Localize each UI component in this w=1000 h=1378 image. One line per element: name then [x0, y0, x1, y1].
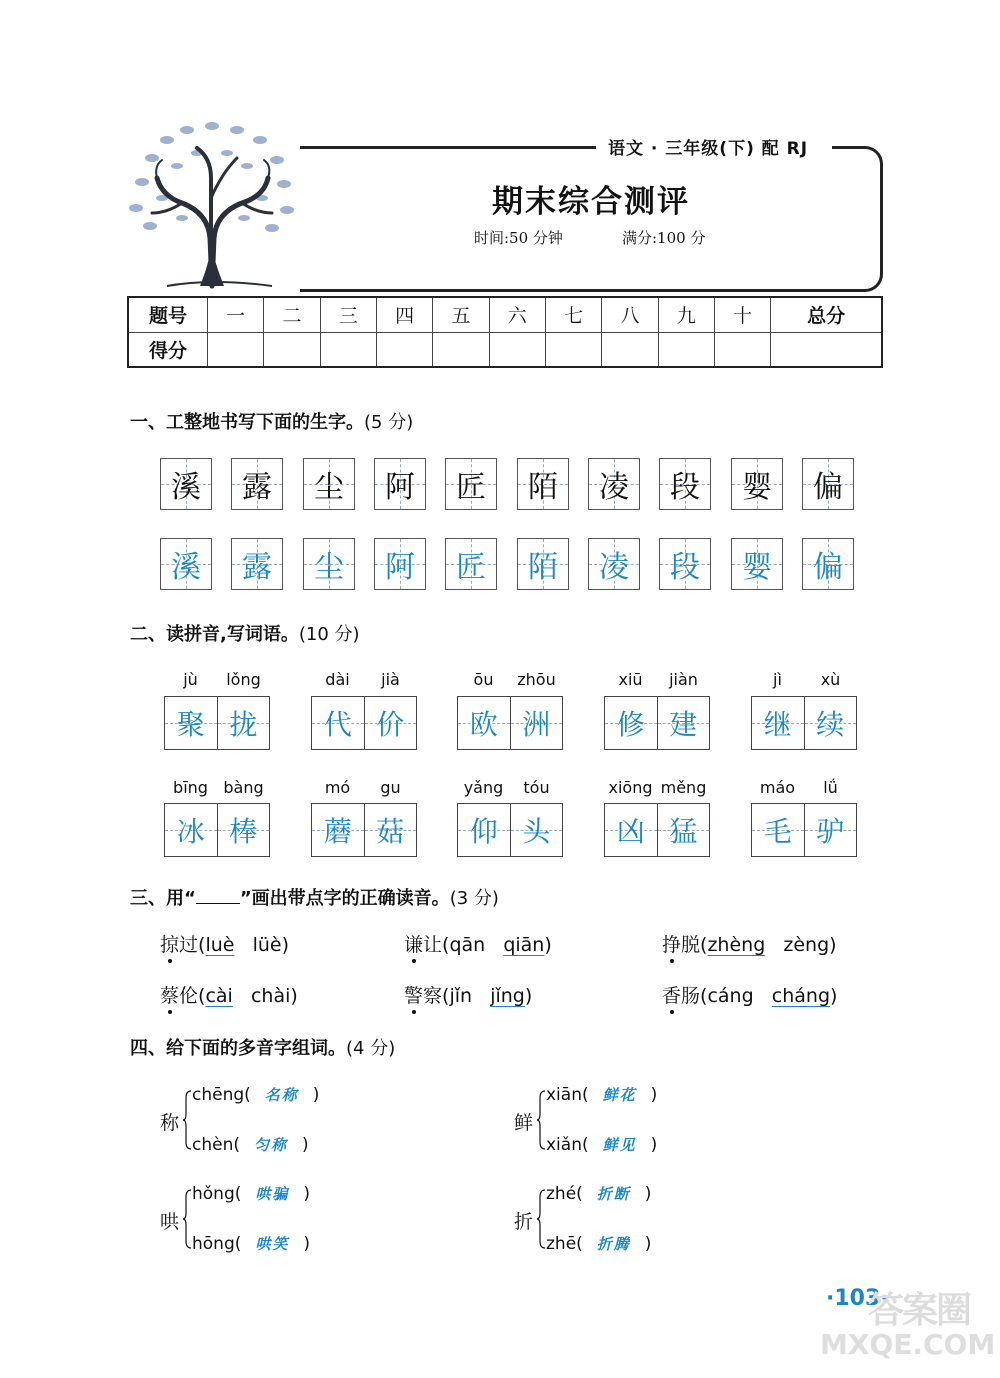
- word-cell: [218, 804, 270, 856]
- paren: ): [281, 934, 290, 956]
- page-title: 期末综合测评: [492, 184, 690, 220]
- total-header: 总分: [771, 297, 882, 332]
- reading-line: [546, 1134, 657, 1155]
- col-header: 二: [264, 297, 320, 332]
- paren: (: [700, 934, 708, 956]
- word-box[interactable]: [311, 696, 417, 750]
- word-box[interactable]: [311, 803, 417, 857]
- paren: (: [700, 985, 708, 1007]
- pinyin: bàng: [223, 778, 264, 797]
- character-box: [374, 458, 426, 510]
- reading: chēng(: [192, 1085, 251, 1105]
- question-number-row: [128, 297, 882, 332]
- paren-close: ): [302, 1135, 309, 1155]
- reading-item: [160, 981, 298, 1008]
- answer-character: 陌: [528, 550, 558, 585]
- answer-character: 欧: [469, 708, 498, 741]
- section4-title: 四、给下面的多音字组词。: [130, 1038, 346, 1059]
- score-row: [128, 332, 882, 367]
- word-cell: [805, 804, 857, 856]
- paren: ): [829, 934, 837, 956]
- reading: hǒng(: [192, 1184, 242, 1204]
- answer-box[interactable]: [160, 538, 212, 590]
- dotted-character: 蔡: [160, 985, 180, 1007]
- answer-box[interactable]: [659, 538, 711, 590]
- brace-icon: [182, 1090, 192, 1150]
- pinyin: gu: [380, 778, 401, 797]
- paren: (: [198, 985, 206, 1007]
- pinyin: lǒng: [226, 670, 261, 689]
- reading-option[interactable]: cháng: [771, 985, 831, 1007]
- dotted-character: 掠: [160, 934, 180, 956]
- word-box[interactable]: [751, 803, 857, 857]
- model-character: 段: [670, 470, 700, 505]
- score-cell[interactable]: [264, 332, 320, 367]
- reading-item: [662, 930, 837, 957]
- reading-line: [192, 1084, 319, 1105]
- pinyin: xiōng: [608, 778, 653, 797]
- section3-title-b: ”画出带点字的正确读音。: [239, 888, 450, 909]
- pinyin: yǎng: [463, 778, 504, 797]
- word-box[interactable]: [164, 803, 270, 857]
- answer-box[interactable]: [731, 538, 783, 590]
- answer-character: 尘: [314, 550, 344, 585]
- subject-label: 语文 · 三年级(下) 配 RJ: [608, 139, 809, 159]
- reading-line: [546, 1183, 651, 1204]
- spacer: [485, 934, 503, 956]
- character-box: [303, 458, 355, 510]
- paren: ): [830, 985, 838, 1007]
- answer-box[interactable]: [303, 538, 355, 590]
- pinyin: jià: [381, 670, 400, 689]
- spacer: [233, 985, 251, 1007]
- score-cell[interactable]: [320, 332, 376, 367]
- answer-character: 继: [763, 708, 792, 741]
- score-cell[interactable]: [658, 332, 714, 367]
- reading-option[interactable]: qiān: [503, 934, 545, 956]
- answer-character: 匠: [456, 550, 486, 585]
- character-box: [445, 458, 497, 510]
- answer-character: 凌: [599, 550, 629, 585]
- col-header: 一: [208, 297, 264, 332]
- answer-character: 偏: [813, 550, 843, 585]
- reading-line: [192, 1233, 310, 1254]
- paren-close: ): [303, 1234, 311, 1254]
- answer-character: 价: [376, 708, 405, 741]
- col-header: 六: [489, 297, 545, 332]
- answer-character: 建: [669, 708, 698, 741]
- score-cell[interactable]: [433, 332, 489, 367]
- character-box: [517, 458, 569, 510]
- pinyin: jì: [773, 670, 782, 689]
- reading-line: [546, 1084, 657, 1105]
- answer-character: 续: [816, 708, 845, 741]
- pinyin: měng: [660, 778, 707, 797]
- model-character: 尘: [314, 470, 344, 505]
- col-header: 四: [376, 297, 432, 332]
- reading-item: [404, 981, 532, 1008]
- answer-character: 代: [323, 708, 352, 741]
- section2-title: 二、读拼音,写词语。: [130, 624, 299, 645]
- paren: (: [442, 934, 450, 956]
- word-box[interactable]: [457, 803, 563, 857]
- score-cell[interactable]: [489, 332, 545, 367]
- pinyin: máo: [759, 778, 796, 797]
- brace-icon: [182, 1189, 192, 1249]
- section3-title-a: 三、用“: [130, 888, 196, 909]
- reading-item: [662, 981, 837, 1008]
- answer-character: 冰: [176, 815, 205, 848]
- exam-time: 时间:50 分钟: [474, 229, 563, 247]
- reading-option[interactable]: lüè: [252, 934, 282, 956]
- section3-points: (3 分): [449, 888, 499, 909]
- pinyin: bīng: [173, 778, 208, 797]
- answer-word[interactable]: 折断: [596, 1185, 631, 1203]
- reading: hōng(: [192, 1234, 242, 1254]
- word-cell: [458, 804, 511, 856]
- word-cell: [511, 697, 563, 749]
- answer-box[interactable]: [517, 538, 569, 590]
- polyphone-character: 鲜: [514, 1112, 534, 1134]
- reading-line: [546, 1233, 651, 1254]
- word-cell: [365, 804, 417, 856]
- word-box[interactable]: [164, 696, 270, 750]
- answer-character: 驴: [816, 815, 845, 848]
- answer-word[interactable]: 哄骗: [255, 1185, 290, 1203]
- answer-box[interactable]: [802, 538, 854, 590]
- paren: ): [544, 934, 552, 956]
- word-character: 过: [179, 934, 199, 956]
- reading-item: [160, 930, 289, 957]
- answer-character: 洲: [522, 708, 551, 741]
- col-header: 八: [602, 297, 658, 332]
- character-box: [588, 458, 640, 510]
- paren-close: ): [644, 1234, 652, 1254]
- underline-sample: [196, 903, 240, 904]
- dotted-character: 谦: [404, 934, 424, 956]
- word-cell: [605, 804, 658, 856]
- pinyin: jù: [183, 670, 198, 689]
- word-cell: [511, 804, 563, 856]
- pinyin: zhōu: [517, 670, 556, 689]
- model-character: 匠: [456, 470, 486, 505]
- section2-heading: [130, 620, 360, 646]
- col-header: 十: [714, 297, 770, 332]
- section1-points: (5 分): [364, 412, 414, 433]
- answer-box[interactable]: [231, 538, 283, 590]
- reading: xiān(: [546, 1085, 589, 1105]
- pinyin: jiàn: [669, 670, 698, 689]
- answer-character: 阿: [385, 550, 415, 585]
- spacer: [754, 985, 772, 1007]
- character-box: [802, 458, 854, 510]
- answer-character: 拢: [229, 708, 258, 741]
- answer-character: 毛: [763, 815, 792, 848]
- section4-heading: [130, 1034, 395, 1060]
- spacer: [765, 934, 783, 956]
- answer-word[interactable]: 鲜见: [602, 1136, 637, 1154]
- section2-points: (10 分): [298, 624, 360, 645]
- pinyin: mó: [324, 778, 351, 797]
- word-character: 肠: [681, 985, 701, 1007]
- reading-option[interactable]: jǐng: [490, 985, 525, 1007]
- score-cell[interactable]: [376, 332, 432, 367]
- word-cell: [805, 697, 857, 749]
- watermark: 答案圈: [868, 1290, 971, 1331]
- model-character: 露: [242, 470, 272, 505]
- tree-illustration: [122, 118, 302, 290]
- paren-close: ): [650, 1085, 658, 1105]
- dotted-character: 警: [404, 985, 424, 1007]
- word-box[interactable]: [604, 803, 710, 857]
- character-box: [231, 458, 283, 510]
- answer-word[interactable]: 匀称: [253, 1136, 288, 1154]
- dotted-character: 挣: [662, 934, 682, 956]
- reading-option[interactable]: luè: [205, 934, 235, 956]
- word-cell: [165, 804, 218, 856]
- word-cell: [365, 697, 417, 749]
- answer-word[interactable]: 哄笑: [255, 1235, 290, 1253]
- answer-character: 头: [522, 815, 551, 848]
- score-cell[interactable]: [208, 332, 264, 367]
- pinyin: ōu: [473, 670, 494, 689]
- paren-close: ): [312, 1085, 320, 1105]
- answer-word[interactable]: 名称: [264, 1086, 299, 1104]
- total-score-cell[interactable]: [771, 332, 882, 367]
- answer-character: 段: [670, 550, 700, 585]
- answer-character: 溪: [171, 550, 201, 585]
- score-cell[interactable]: [714, 332, 770, 367]
- paren: (: [442, 985, 450, 1007]
- word-cell: [458, 697, 511, 749]
- reading-option[interactable]: chài: [250, 985, 291, 1007]
- model-character: 溪: [171, 470, 201, 505]
- answer-character: 露: [242, 550, 272, 585]
- page-number: ·103·: [826, 1286, 889, 1311]
- answer-character: 修: [616, 708, 645, 741]
- answer-box[interactable]: [588, 538, 640, 590]
- answer-character: 菇: [376, 815, 405, 848]
- word-cell: [165, 697, 218, 749]
- word-cell: [752, 697, 805, 749]
- answer-character: 聚: [176, 708, 205, 741]
- paren-close: ): [650, 1135, 658, 1155]
- word-character: 脱: [681, 934, 701, 956]
- character-box: [160, 458, 212, 510]
- reading-line: [192, 1183, 310, 1204]
- answer-character: 婴: [742, 550, 772, 585]
- section1-heading: [130, 408, 413, 434]
- pinyin: lǘ: [823, 778, 838, 797]
- answer-word[interactable]: 鲜花: [602, 1086, 637, 1104]
- brace-icon: [536, 1189, 546, 1249]
- reading-option[interactable]: cáng: [707, 985, 754, 1007]
- word-cell: [312, 697, 365, 749]
- polyphone-character: 称: [160, 1112, 180, 1134]
- answer-word[interactable]: 折腾: [596, 1235, 631, 1253]
- reading-option[interactable]: zhèng: [707, 934, 766, 956]
- watermark-url: MXQE.COM: [820, 1328, 996, 1361]
- score-table: [127, 296, 883, 368]
- pinyin: tóu: [523, 778, 550, 797]
- reading-item: [404, 930, 552, 957]
- row-label-score: 得分: [128, 332, 208, 367]
- word-cell: [218, 697, 270, 749]
- brace-icon: [536, 1090, 546, 1150]
- model-character: 婴: [742, 470, 772, 505]
- paren-close: ): [644, 1184, 652, 1204]
- reading-option[interactable]: cài: [205, 985, 233, 1007]
- character-box: [659, 458, 711, 510]
- paren: (: [198, 934, 206, 956]
- reading: zhē(: [546, 1234, 583, 1254]
- col-header: 九: [658, 297, 714, 332]
- section1-title: 一、工整地书写下面的生字。: [130, 412, 364, 433]
- answer-character: 凶: [616, 815, 645, 848]
- reading: zhé(: [546, 1184, 583, 1204]
- col-header: 三: [320, 297, 376, 332]
- reading: xiǎn(: [546, 1135, 589, 1155]
- word-character: 让: [423, 934, 443, 956]
- score-cell[interactable]: [602, 332, 658, 367]
- word-character: 察: [423, 985, 443, 1007]
- model-character: 凌: [599, 470, 629, 505]
- answer-character: 仰: [469, 815, 498, 848]
- paren: ): [290, 985, 298, 1007]
- section3-heading: [130, 884, 499, 910]
- polyphone-character: 折: [514, 1211, 534, 1233]
- reading-option[interactable]: jǐn: [449, 985, 473, 1007]
- full-score: 满分:100 分: [622, 229, 706, 247]
- score-cell[interactable]: [545, 332, 601, 367]
- spacer: [234, 934, 252, 956]
- word-box[interactable]: [751, 696, 857, 750]
- word-cell: [312, 804, 365, 856]
- section4-points: (4 分): [346, 1038, 396, 1059]
- col-header: 五: [433, 297, 489, 332]
- spacer: [472, 985, 490, 1007]
- pinyin: dài: [325, 670, 350, 689]
- polyphone-character: 哄: [160, 1211, 180, 1233]
- word-box[interactable]: [457, 696, 563, 750]
- answer-character: 猛: [669, 815, 698, 848]
- paren-close: ): [303, 1184, 311, 1204]
- model-character: 阿: [385, 470, 415, 505]
- answer-character: 棒: [229, 815, 258, 848]
- word-cell: [605, 697, 658, 749]
- reading-option[interactable]: zèng: [783, 934, 830, 956]
- reading: chèn(: [192, 1135, 240, 1155]
- model-character: 偏: [813, 470, 843, 505]
- word-cell: [658, 697, 710, 749]
- answer-box[interactable]: [374, 538, 426, 590]
- character-box: [731, 458, 783, 510]
- reading-option[interactable]: qān: [449, 934, 486, 956]
- dotted-character: 香: [662, 985, 682, 1007]
- pinyin: xiū: [618, 670, 643, 689]
- row-label-question: 题号: [128, 297, 208, 332]
- word-box[interactable]: [604, 696, 710, 750]
- pinyin: xù: [820, 670, 841, 689]
- word-cell: [658, 804, 710, 856]
- word-character: 伦: [179, 985, 199, 1007]
- paren: ): [524, 985, 533, 1007]
- answer-character: 蘑: [323, 815, 352, 848]
- word-cell: [752, 804, 805, 856]
- model-character: 陌: [528, 470, 558, 505]
- reading-line: [192, 1134, 309, 1155]
- col-header: 七: [545, 297, 601, 332]
- answer-box[interactable]: [445, 538, 497, 590]
